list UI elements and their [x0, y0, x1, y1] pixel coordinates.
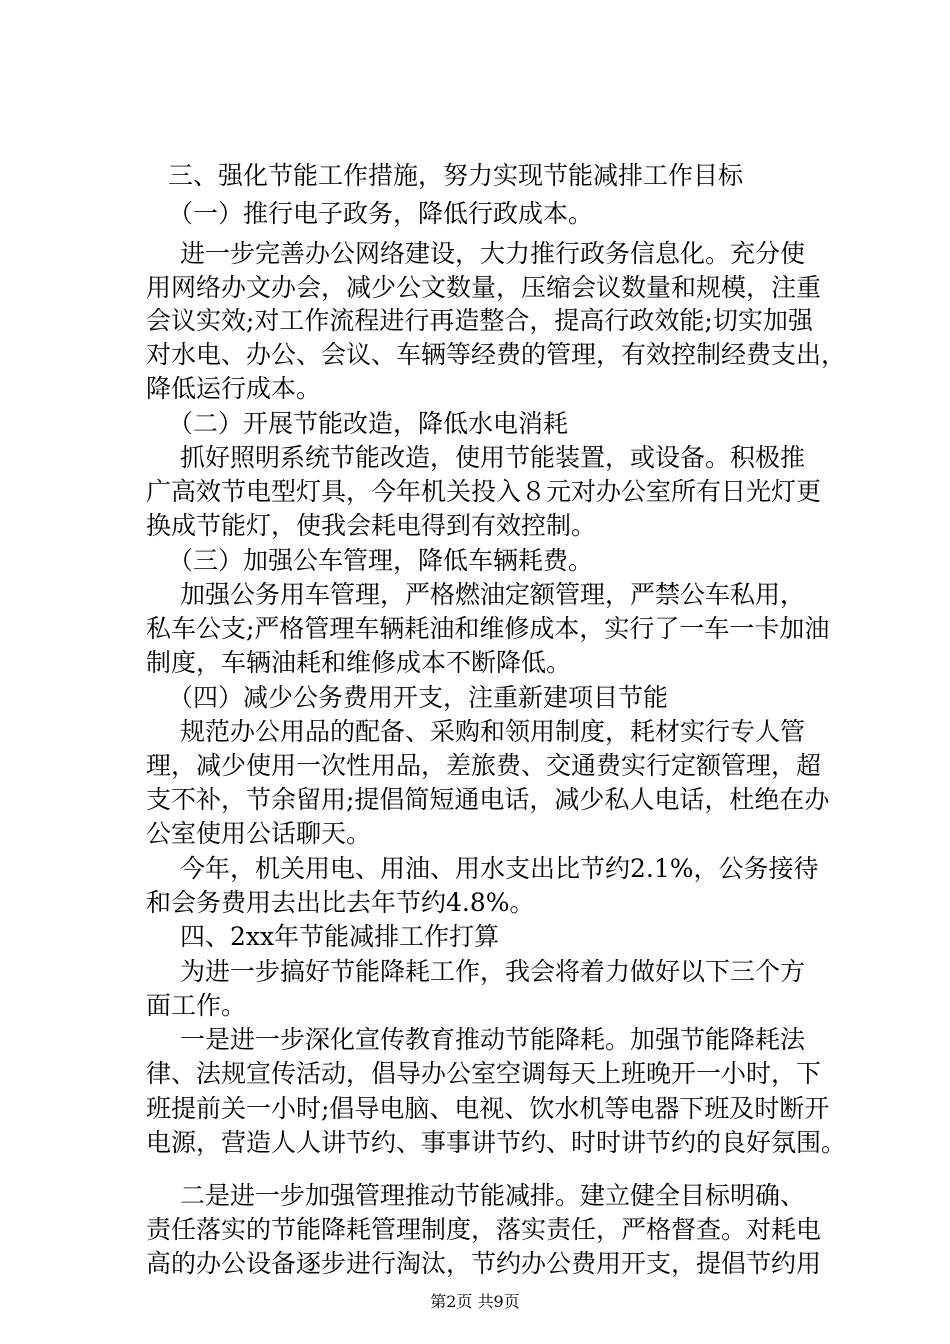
- paragraph-line: 一是进一步深化宣传教育推动节能降耗。加强节能降耗法: [180, 1025, 806, 1054]
- subsection-heading: （二）开展节能改造，降低水电消耗: [168, 409, 569, 438]
- paragraph-line: 理，减少使用一次性用品，差旅费、交通费实行定额管理，超: [146, 751, 822, 780]
- subsection-heading: （一）推行电子政务，降低行政成本。: [168, 199, 594, 228]
- paragraph-line: 加强公务用车管理，严格燃油定额管理，严禁公车私用，: [180, 580, 806, 609]
- paragraph-line: 面工作。: [146, 991, 247, 1020]
- paragraph-line: 电源，营造人人讲节约、事事讲节约、时时讲节约的良好氛围。: [146, 1128, 847, 1157]
- paragraph-line: 律、法规宣传活动，倡导办公室空调每天上班晚开一小时，下: [146, 1059, 822, 1088]
- subsection-heading: （四）减少公务费用开支，注重新建项目节能: [168, 683, 669, 712]
- section-heading: 四、2xx年节能减排工作打算: [180, 922, 500, 951]
- paragraph-line: 会议实效;对工作流程进行再造整合，提高行政效能;切实加强: [146, 306, 813, 335]
- paragraph-line: 广高效节电型灯具，今年机关投入８元对办公室所有日光灯更: [146, 477, 822, 506]
- paragraph-line: 为进一步搞好节能降耗工作，我会将着力做好以下三个方: [180, 957, 806, 986]
- paragraph-line: 对水电、办公、会议、车辆等经费的管理，有效控制经费支出，: [146, 340, 847, 369]
- paragraph-line: 今年，机关用电、用油、用水支出比节约2.1%，公务接待: [180, 854, 819, 883]
- paragraph-line: 公室使用公话聊天。: [146, 819, 372, 848]
- paragraph-line: 责任落实的节能降耗管理制度，落实责任，严格督查。对耗电: [146, 1215, 822, 1244]
- paragraph-line: 换成节能灯，使我会耗电得到有效控制。: [146, 511, 597, 540]
- paragraph-line: 进一步完善办公网络建设，大力推行政务信息化。充分使: [180, 239, 806, 268]
- paragraph-line: 二是进一步加强管理推动节能减排。建立健全目标明确、: [180, 1181, 806, 1210]
- paragraph-line: 制度，车辆油耗和维修成本不断降低。: [146, 648, 572, 677]
- paragraph-line: 降低运行成本。: [146, 374, 322, 403]
- paragraph-line: 班提前关一小时;倡导电脑、电视、饮水机等电器下班及时断开: [146, 1094, 830, 1123]
- paragraph-line: 支不补，节余留用;提倡简短通电话，减少私人电话，杜绝在办: [146, 785, 830, 814]
- paragraph-line: 和会务费用去出比去年节约4.8%。: [146, 888, 535, 917]
- paragraph-line: 高的办公设备逐步进行淘汰，节约办公费用开支，提倡节约用: [146, 1249, 822, 1278]
- page-footer: 第2页 共9页: [430, 1292, 520, 1311]
- paragraph-line: 规范办公用品的配备、采购和领用制度，耗材实行专人管: [180, 717, 806, 746]
- paragraph-line: 私车公支;严格管理车辆耗油和维修成本，实行了一车一卡加油: [146, 614, 830, 643]
- paragraph-line: 抓好照明系统节能改造，使用节能装置，或设备。积极推: [180, 443, 806, 472]
- subsection-heading: （三）加强公车管理，降低车辆耗费。: [168, 546, 594, 575]
- paragraph-line: 用网络办文办会，减少公文数量，压缩会议数量和规模，注重: [146, 273, 822, 302]
- section-heading: 三、强化节能工作措施，努力实现节能减排工作目标: [168, 161, 744, 190]
